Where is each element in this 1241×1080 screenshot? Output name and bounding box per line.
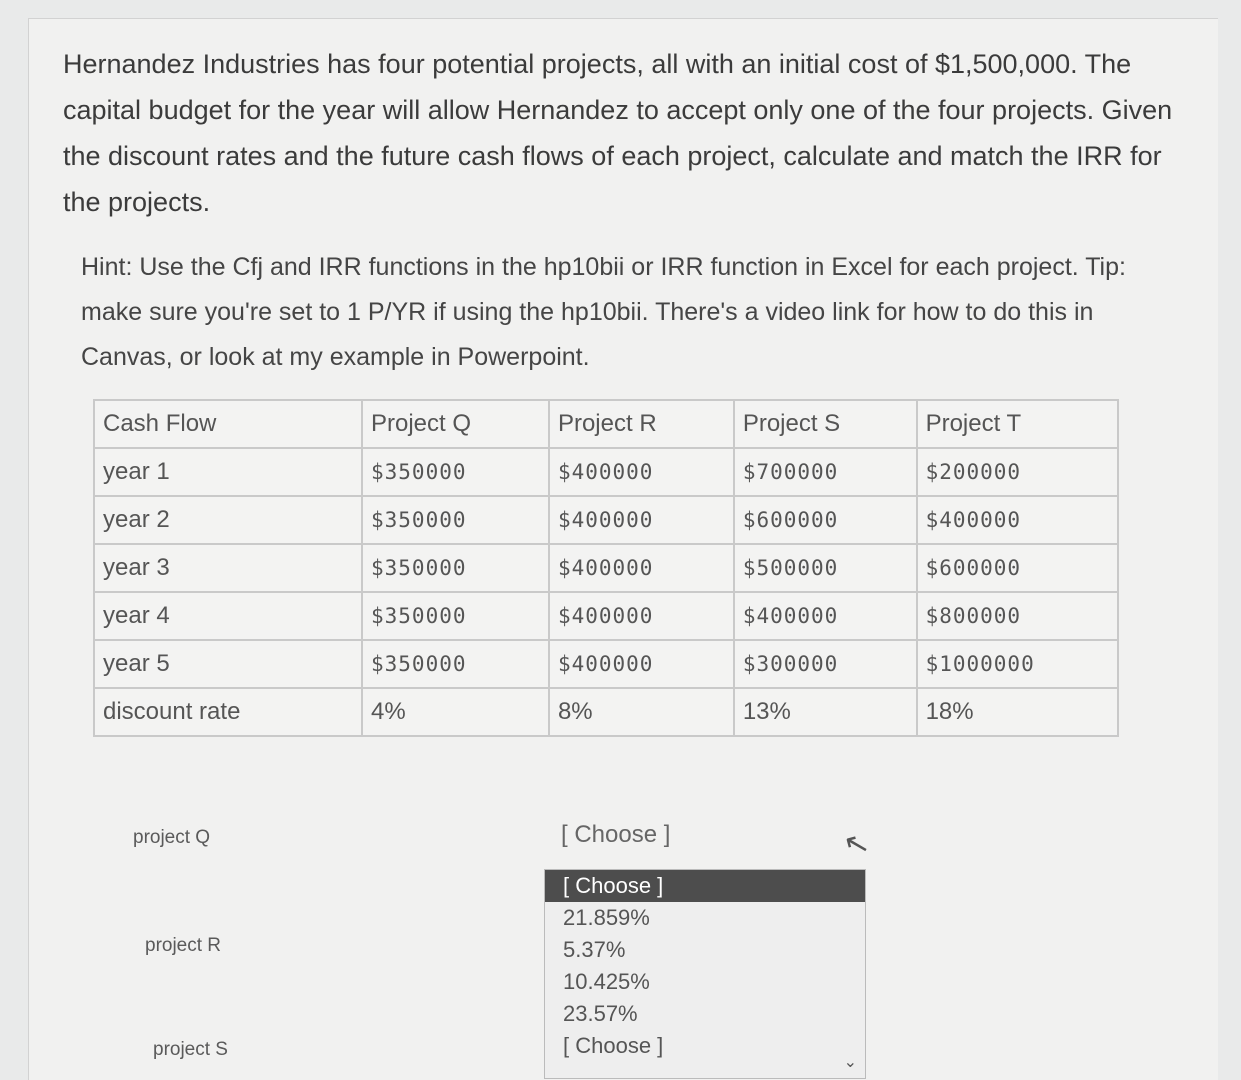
header-project-t: Project T	[917, 400, 1118, 448]
table-row	[94, 544, 1118, 592]
table-header-row	[94, 400, 1118, 448]
cell-value: 18%	[917, 688, 1118, 736]
cash-flow-table	[93, 399, 1119, 737]
cell-value: $350000	[362, 640, 549, 688]
hint-text: Hint: Use the Cfj and IRR functions in the hp10bii or IRR function in Excel for each project. Tip: make sure you're set to 1 P/YR if using the hp10bii. There's a video link for how to do this in Canvas, or look at my example in Powerpoint.	[81, 253, 1126, 371]
header-project-q: Project Q	[362, 400, 549, 448]
cell-value: $600000	[734, 496, 917, 544]
cell-value: $400000	[917, 496, 1118, 544]
option-10-425[interactable]: 10.425%	[563, 969, 650, 994]
option-21-859[interactable]: 21.859%	[563, 905, 650, 930]
cell-value: $800000	[917, 592, 1118, 640]
cell-value: $1000000	[917, 640, 1118, 688]
cell-value: $350000	[362, 592, 549, 640]
row-label: discount rate	[94, 688, 362, 736]
match-label-project-r: project R	[145, 935, 222, 956]
row-label: year 3	[94, 544, 362, 592]
row-label: year 5	[94, 640, 362, 688]
quiz-question-panel	[28, 18, 1218, 1080]
cell-value: 8%	[549, 688, 734, 736]
option-23-57[interactable]: 23.57%	[563, 1001, 638, 1026]
cell-value: $300000	[734, 640, 917, 688]
table-row	[94, 496, 1118, 544]
row-label: year 1	[94, 448, 362, 496]
header-project-r: Project R	[549, 400, 734, 448]
cell-value: $400000	[734, 592, 917, 640]
select-value: [ Choose ]	[561, 821, 671, 848]
cell-value: $400000	[549, 640, 734, 688]
table-row	[94, 592, 1118, 640]
cell-value: $500000	[734, 544, 917, 592]
cell-value: 4%	[362, 688, 549, 736]
table-row	[94, 448, 1118, 496]
option-choose[interactable]: [ Choose ]	[545, 870, 865, 902]
cell-value: $350000	[362, 544, 549, 592]
cell-value: $700000	[734, 448, 917, 496]
row-label: year 2	[94, 496, 362, 544]
mouse-cursor-icon: ↖	[840, 825, 873, 864]
cell-value: $600000	[917, 544, 1118, 592]
table-row	[94, 640, 1118, 688]
header-cash-flow: Cash Flow	[94, 400, 362, 448]
answer-select-project-q[interactable]	[559, 814, 869, 856]
header-project-s: Project S	[734, 400, 917, 448]
cell-value: $350000	[362, 496, 549, 544]
chevron-down-icon[interactable]: ⌄	[843, 1054, 857, 1071]
row-label: year 4	[94, 592, 362, 640]
cell-value: 13%	[734, 688, 917, 736]
cell-value: $350000	[362, 448, 549, 496]
cell-value: $400000	[549, 592, 734, 640]
cell-value: $400000	[549, 448, 734, 496]
cell-value: $200000	[917, 448, 1118, 496]
cell-value: $400000	[549, 544, 734, 592]
table-row	[94, 688, 1118, 736]
option-5-37[interactable]: 5.37%	[563, 937, 626, 962]
match-label-project-q: project Q	[133, 827, 211, 848]
match-label-project-s: project S	[153, 1039, 228, 1060]
cell-value: $400000	[549, 496, 734, 544]
option-choose-next[interactable]: [ Choose ]	[563, 1033, 664, 1058]
question-text: Hernandez Industries has four potential projects, all with an initial cost of $1,500,000. The capital budget for the year will allow Hernandez to accept only one of the four projects. Given the discount rates and the future cash flows of each project, calculate and match the IRR for the projects.	[63, 49, 1173, 217]
answer-options-list[interactable]	[544, 869, 866, 1079]
